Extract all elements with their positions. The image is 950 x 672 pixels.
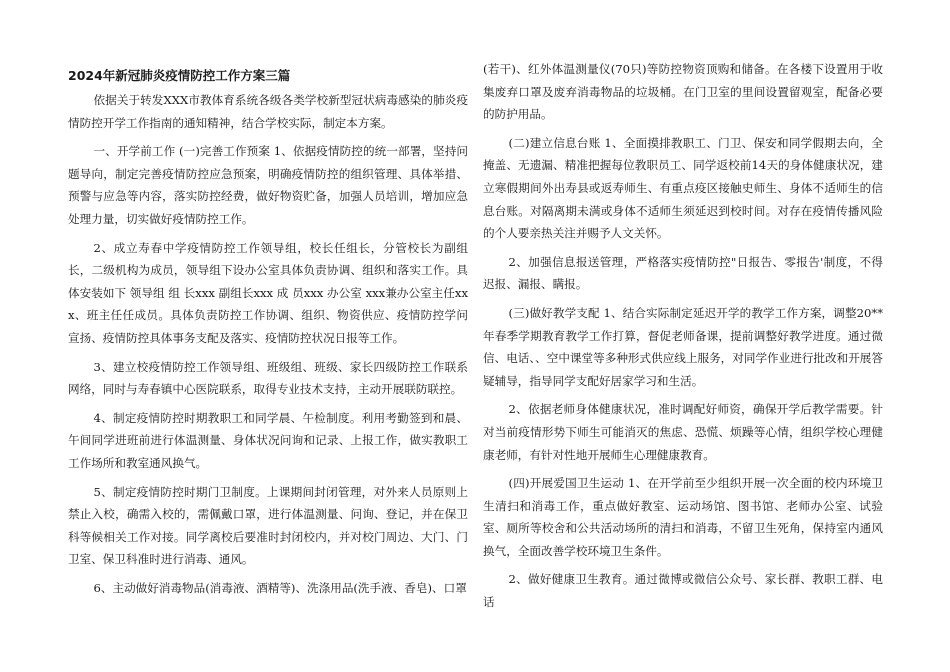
left-column <box>68 66 468 605</box>
paragraph: 依据关于转发XXX市教体育系统各级各类学校新型冠状病毒感染的肺炎疫情防控开学工作指南的通知精神，结合学校实际，制定本方案。 <box>68 93 468 130</box>
paragraph: (二)建立信息台账 1、全面摸排教职工、门卫、保安和同学假期去向，全掩盖、无遗漏、精准把握每位教职员工、同学返校前14天的身体健康状况，建立寒假期间外出寿县或返寿师生、有重点疫区接触史师生、身体不适师生的信息台账。对隔离期未满或身体不适师生须延迟到校时间。对存在疫情传播风险的个人要亲热关注并赐予人文关怀。 <box>483 135 883 241</box>
paragraph-continued: (若干)、红外体温测量仪(70只)等防控物资顶购和储备。在各楼下设置用于收集废弃口罩及废弃消毒物品的垃圾桶。在门卫室的里间设置留观室，配备必要的防护用品。 <box>483 62 883 122</box>
paragraph: 一、开学前工作 (一)完善工作预案 1、依据疫情防控的统一部署，坚持问题导向，制定完善疫情防控应急预案，明确疫情防控的组织管理、具体举措、预警与应急等内容，落实防控经费，做好物资贮备，加强人员培训，增加应急处理力量，切实做好疫情防控工作。 <box>68 144 468 226</box>
paragraph: 2、成立寿春中学疫情防控工作领导组，校长任组长，分管校长为副组长，二级机构为成员，领导组下设办公室具体负责协调、组织和落实工作。具体安装如下 领导组 组 长xxx 副组长xxx 成 员xxx 办公室 xxx兼办公室主任xxx、班主任任成员。具体负责防控工作协调、组织、物资供应、疫情防控学问宣扬、疫情防控具体事务支配及落实、疫情防控状况日报等工作。 <box>68 240 468 345</box>
paragraph: (四)开展爱国卫生运动 1、在开学前至少组织开展一次全面的校内环境卫生清扫和消毒工作，重点做好教室、运动场馆、图书馆、老师办公室、试验室、厕所等校舍和公共活动场所的清扫和消毒，不留卫生死角，保持室内通风换气，全面改善学校环境卫生条件。 <box>483 476 883 558</box>
paragraph: 4、制定疫情防控时期教职工和同学晨、午检制度。利用考勤签到和晨、午间同学进班前进行体温测量、身体状况问询和记录、上报工作，做实教职工工作场所和教室通风换气。 <box>68 410 468 470</box>
paragraph: 2、依据老师身体健康状况，准时调配好师资，确保开学后教学需要。针对当前疫情形势下师生可能消灭的焦虑、恐慌、烦躁等心情，组织学校心理健康老师，有针对性地开展师生心理健康教育。 <box>483 402 883 462</box>
paragraph: 2、做好健康卫生教育。通过微博或微信公众号、家长群、教职工群、电话 <box>483 572 883 610</box>
paragraph: 6、主动做好消毒物品(消毒液、酒精等)、洗涤用品(洗手液、香皂)、口罩 <box>93 580 467 595</box>
paragraph: 2、加强信息报送管理，严格落实疫情防控"日报告、零报告'制度，不得迟报、漏报、瞒报。 <box>483 254 883 292</box>
document-title: 2024年新冠肺炎疫情防控工作方案三篇 <box>68 68 291 83</box>
paragraph: 3、建立校疫情防控工作领导组、班级组、班级、家长四级防控工作联系网络，同时与寿春镇中心医院联系，取得专业技术支持，主动开展联防联控。 <box>68 359 468 397</box>
right-column <box>483 58 883 620</box>
paragraph: (三)做好教学支配 1、结合实际制定延迟开学的教学工作方案，调整20**年春季学期教育教学工作打算，督促老师备课，提前调整好教学进度。通过微信、电话、、空中课堂等多种形式供应线上服务，对同学作业进行批改和开展答疑辅导，指导同学支配好居家学习和生活。 <box>483 305 883 388</box>
paragraph: 5、制定疫情防控时期门卫制度。上课期间封闭管理，对外来人员原则上禁止入校，确需入校的，需佩戴口罩，进行体温测量、问询、登记，并在保卫科等候相关工作对接。同学离校后要准时封闭校内，并对校门周边、大门、门卫室、保卫科准时进行消毒、通风。 <box>68 484 468 567</box>
